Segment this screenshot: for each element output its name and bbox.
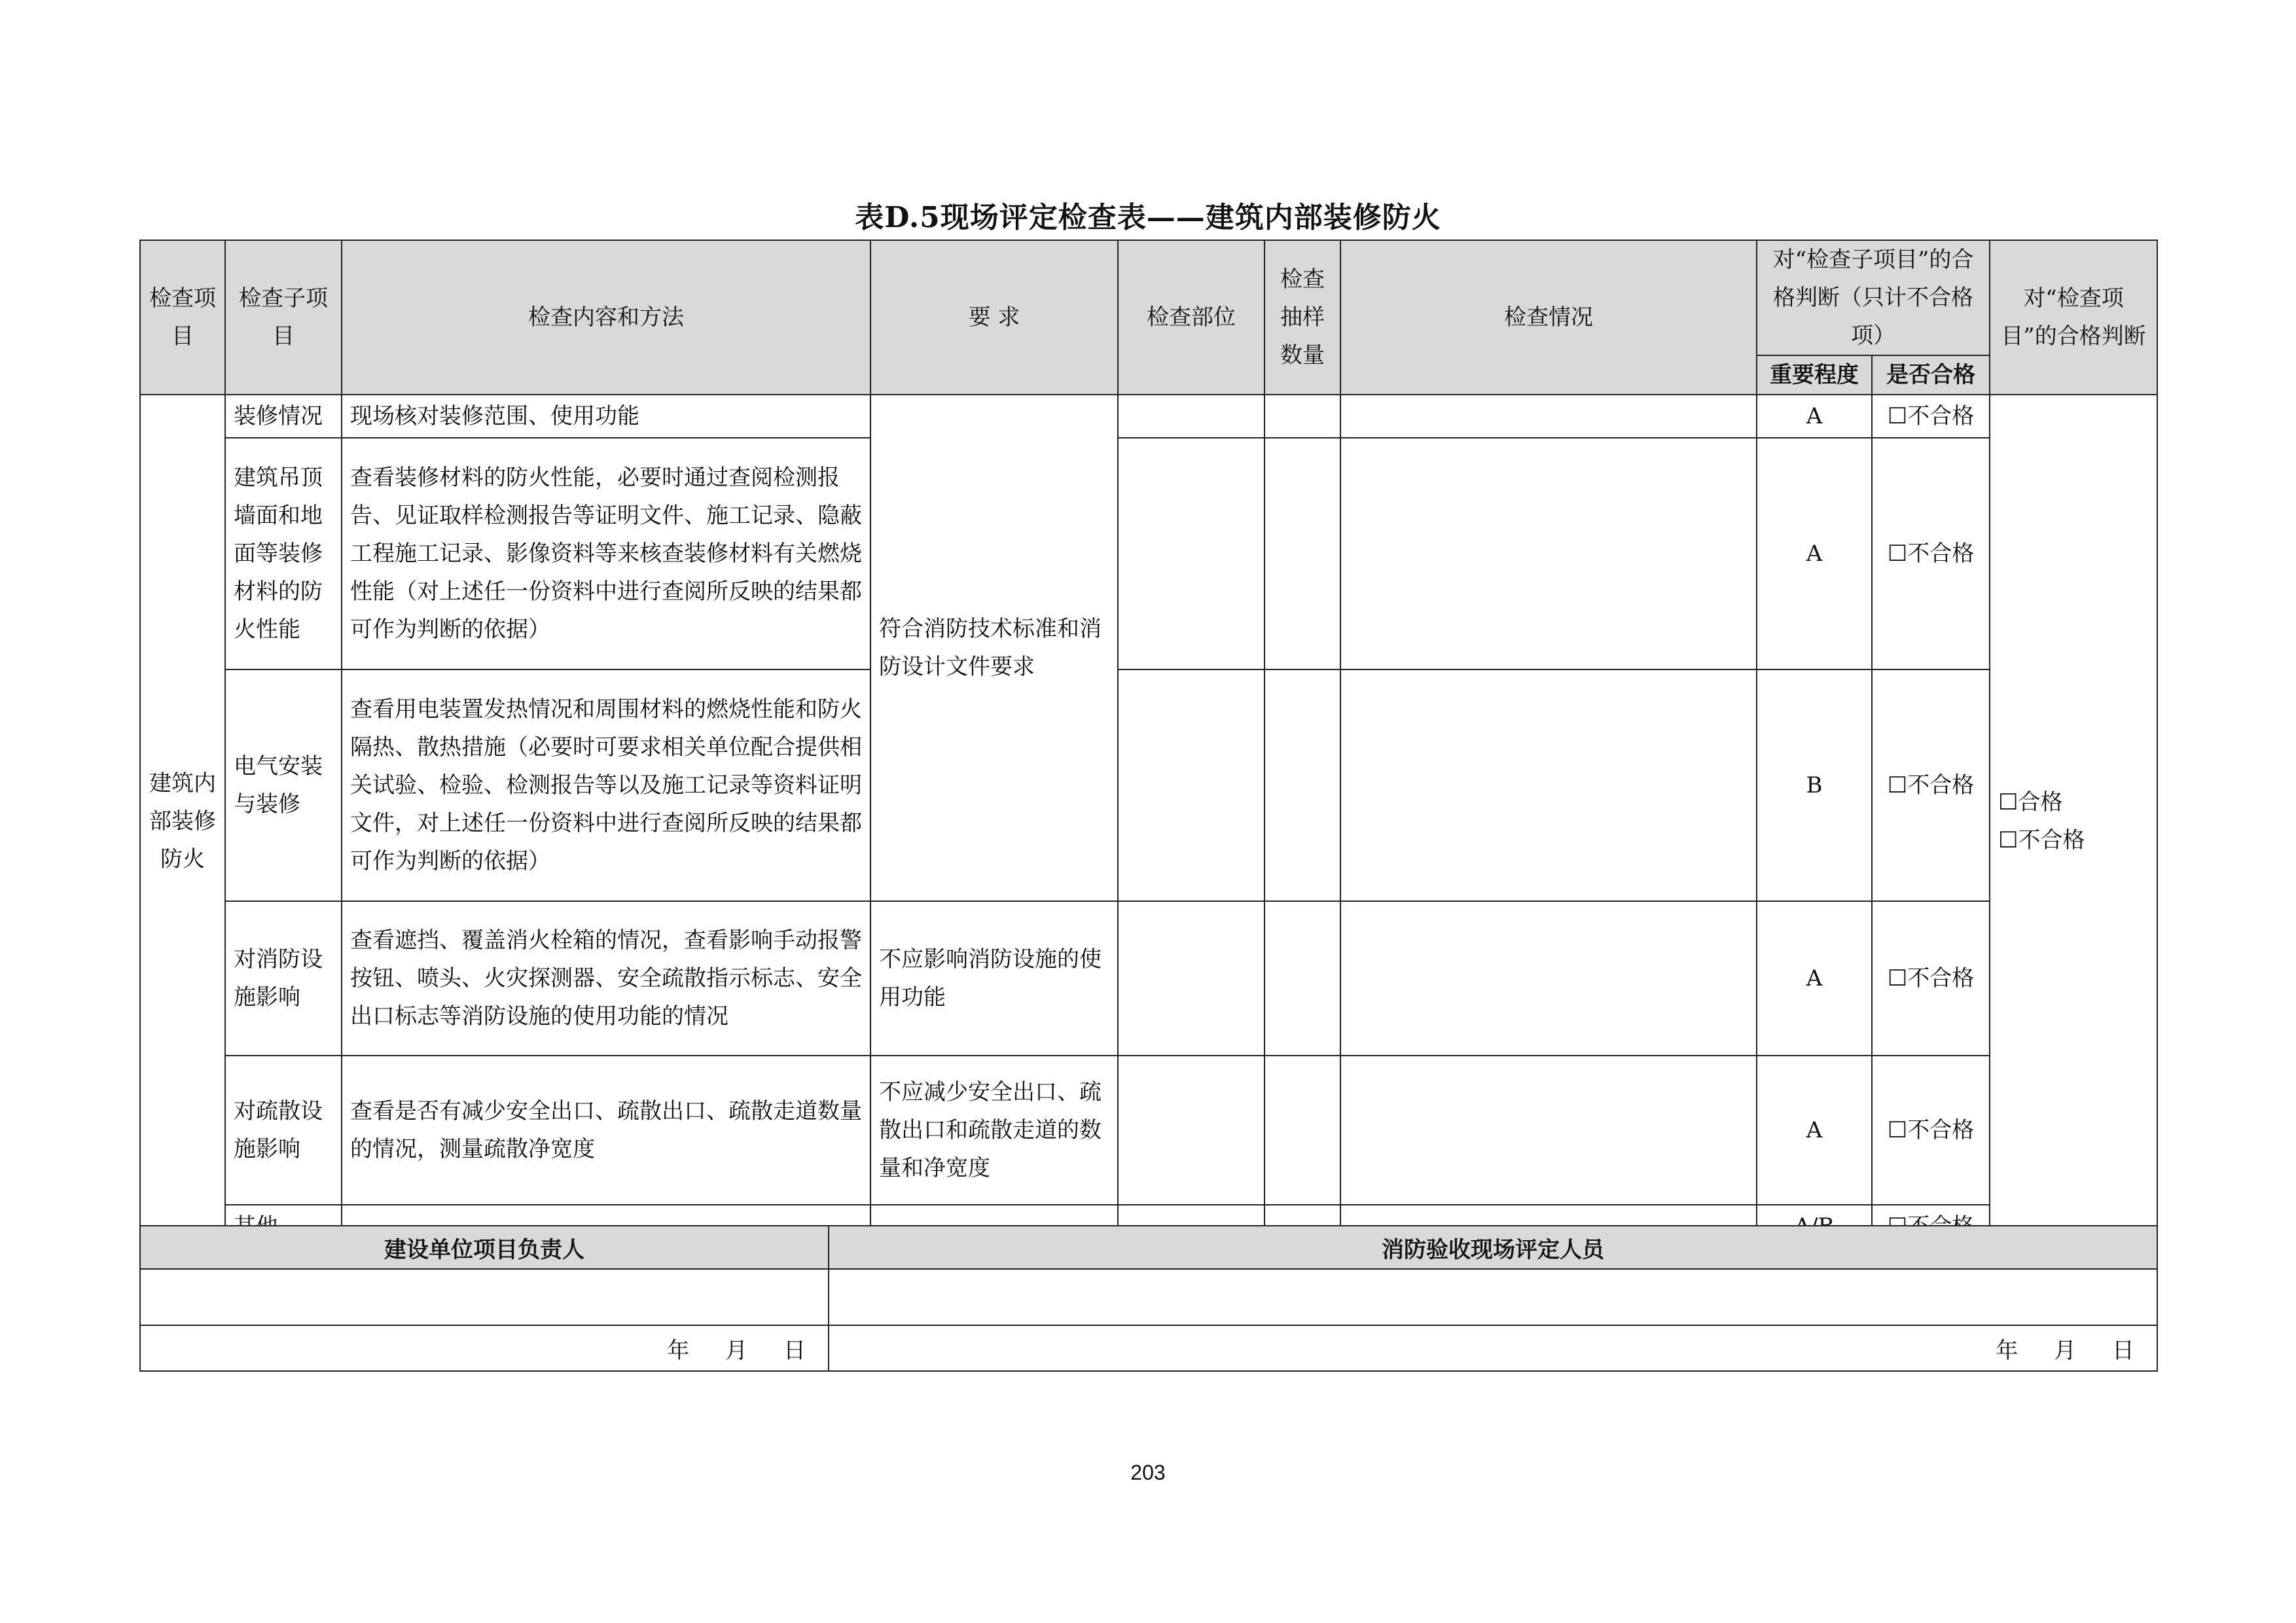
- table-row: [140, 1056, 2157, 1205]
- sample-cell: [1265, 901, 1340, 1056]
- header-requirement: 要 求: [870, 240, 1118, 395]
- table-row: [140, 669, 2157, 901]
- header-sample: 检查抽样数量: [1265, 240, 1340, 395]
- header-pass: 是否合格: [1872, 355, 1990, 395]
- content-cell: 查看是否有减少安全出口、疏散出口、疏散走道数量的情况，测量疏散净宽度: [342, 1056, 870, 1205]
- assessor-date: 年 月 日: [829, 1325, 2157, 1371]
- header-importance: 重要程度: [1757, 355, 1872, 395]
- header-location: 检查部位: [1118, 240, 1265, 395]
- location-cell: [1118, 901, 1265, 1056]
- header-sub-judgement: 对“检查子项目”的合格判断（只计不合格项）: [1757, 240, 1990, 355]
- assessor-label: 消防验收现场评定人员: [829, 1226, 2157, 1269]
- inspection-table: [139, 240, 2158, 1249]
- importance-cell: B: [1757, 669, 1872, 901]
- subitem-cell: 对疏散设施影响: [225, 1056, 342, 1205]
- location-cell: [1118, 438, 1265, 669]
- content-cell: 查看用电装置发热情况和周围材料的燃烧性能和防火隔热、散热措施（必要时可要求相关单位配合提供相关试验、检验、检测报告等以及施工记录等资料证明文件，对上述任一份资料中进行查阅所反映的结果都可作为判断的依据）: [342, 669, 870, 901]
- item-pass-checkbox[interactable]: ☐合格: [1998, 789, 2063, 815]
- situation-cell: [1340, 901, 1757, 1056]
- requirement-cell: 不应影响消防设施的使用功能: [870, 901, 1118, 1056]
- importance-cell: A: [1757, 395, 1872, 438]
- subitem-cell: 对消防设施影响: [225, 901, 342, 1056]
- sample-cell: [1265, 669, 1340, 901]
- importance-cell: A: [1757, 1056, 1872, 1205]
- header-subitem: 检查子项目: [225, 240, 342, 395]
- assessor-signature-field[interactable]: [829, 1269, 2157, 1325]
- subitem-cell: 装修情况: [225, 395, 342, 438]
- sample-cell: [1265, 438, 1340, 669]
- table-row: [140, 438, 2157, 669]
- table-title: 表D.5现场评定检查表——建筑内部装修防火: [855, 201, 1441, 234]
- situation-cell: [1340, 438, 1757, 669]
- subitem-cell: 建筑吊顶墙面和地面等装修材料的防火性能: [225, 438, 342, 669]
- pass-checkbox[interactable]: ☐不合格: [1872, 901, 1990, 1056]
- importance-cell: A: [1757, 438, 1872, 669]
- subitem-cell: 电气安装与装修: [225, 669, 342, 901]
- importance-cell: A: [1757, 901, 1872, 1056]
- page-number: 203: [1130, 1461, 1166, 1484]
- content-cell: 查看装修材料的防火性能，必要时通过查阅检测报告、见证取样检测报告等证明文件、施工记录、隐蔽工程施工记录、影像资料等来核查装修材料有关燃烧性能（对上述任一份资料中进行查阅所反映的结果都可作为判断的依据）: [342, 438, 870, 669]
- header-item: 检查项目: [140, 240, 225, 395]
- table-row: [140, 901, 2157, 1056]
- requirement-cell: 符合消防技术标准和消防设计文件要求: [870, 395, 1118, 901]
- sample-cell: [1265, 395, 1340, 438]
- requirement-cell: 不应减少安全出口、疏散出口和疏散走道的数量和净宽度: [870, 1056, 1118, 1205]
- situation-cell: [1340, 395, 1757, 438]
- content-cell: 查看遮挡、覆盖消火栓箱的情况，查看影响手动报警按钮、喷头、火灾探测器、安全疏散指示标志、安全出口标志等消防设施的使用功能的情况: [342, 901, 870, 1056]
- builder-signature-field[interactable]: [140, 1269, 829, 1325]
- header-item-judgement: 对“检查项目”的合格判断: [1990, 240, 2157, 395]
- location-cell: [1118, 395, 1265, 438]
- pass-checkbox[interactable]: ☐不合格: [1872, 438, 1990, 669]
- situation-cell: [1340, 1056, 1757, 1205]
- builder-label: 建设单位项目负责人: [140, 1226, 829, 1269]
- pass-checkbox[interactable]: ☐不合格: [1872, 669, 1990, 901]
- table-row: [140, 395, 2157, 438]
- builder-date: 年 月 日: [140, 1325, 829, 1371]
- header-content: 检查内容和方法: [342, 240, 870, 395]
- pass-checkbox[interactable]: ☐不合格: [1872, 395, 1990, 438]
- location-cell: [1118, 669, 1265, 901]
- sample-cell: [1265, 1056, 1340, 1205]
- item-fail-checkbox[interactable]: ☐不合格: [1998, 827, 2085, 853]
- category-cell: 建筑内部装修防火: [140, 395, 225, 1248]
- location-cell: [1118, 1056, 1265, 1205]
- situation-cell: [1340, 669, 1757, 901]
- header-situation: 检查情况: [1340, 240, 1757, 395]
- pass-checkbox[interactable]: ☐不合格: [1872, 1056, 1990, 1205]
- content-cell: 现场核对装修范围、使用功能: [342, 395, 870, 438]
- signature-table: [139, 1225, 2158, 1372]
- item-judgement-cell: [1990, 395, 2157, 1248]
